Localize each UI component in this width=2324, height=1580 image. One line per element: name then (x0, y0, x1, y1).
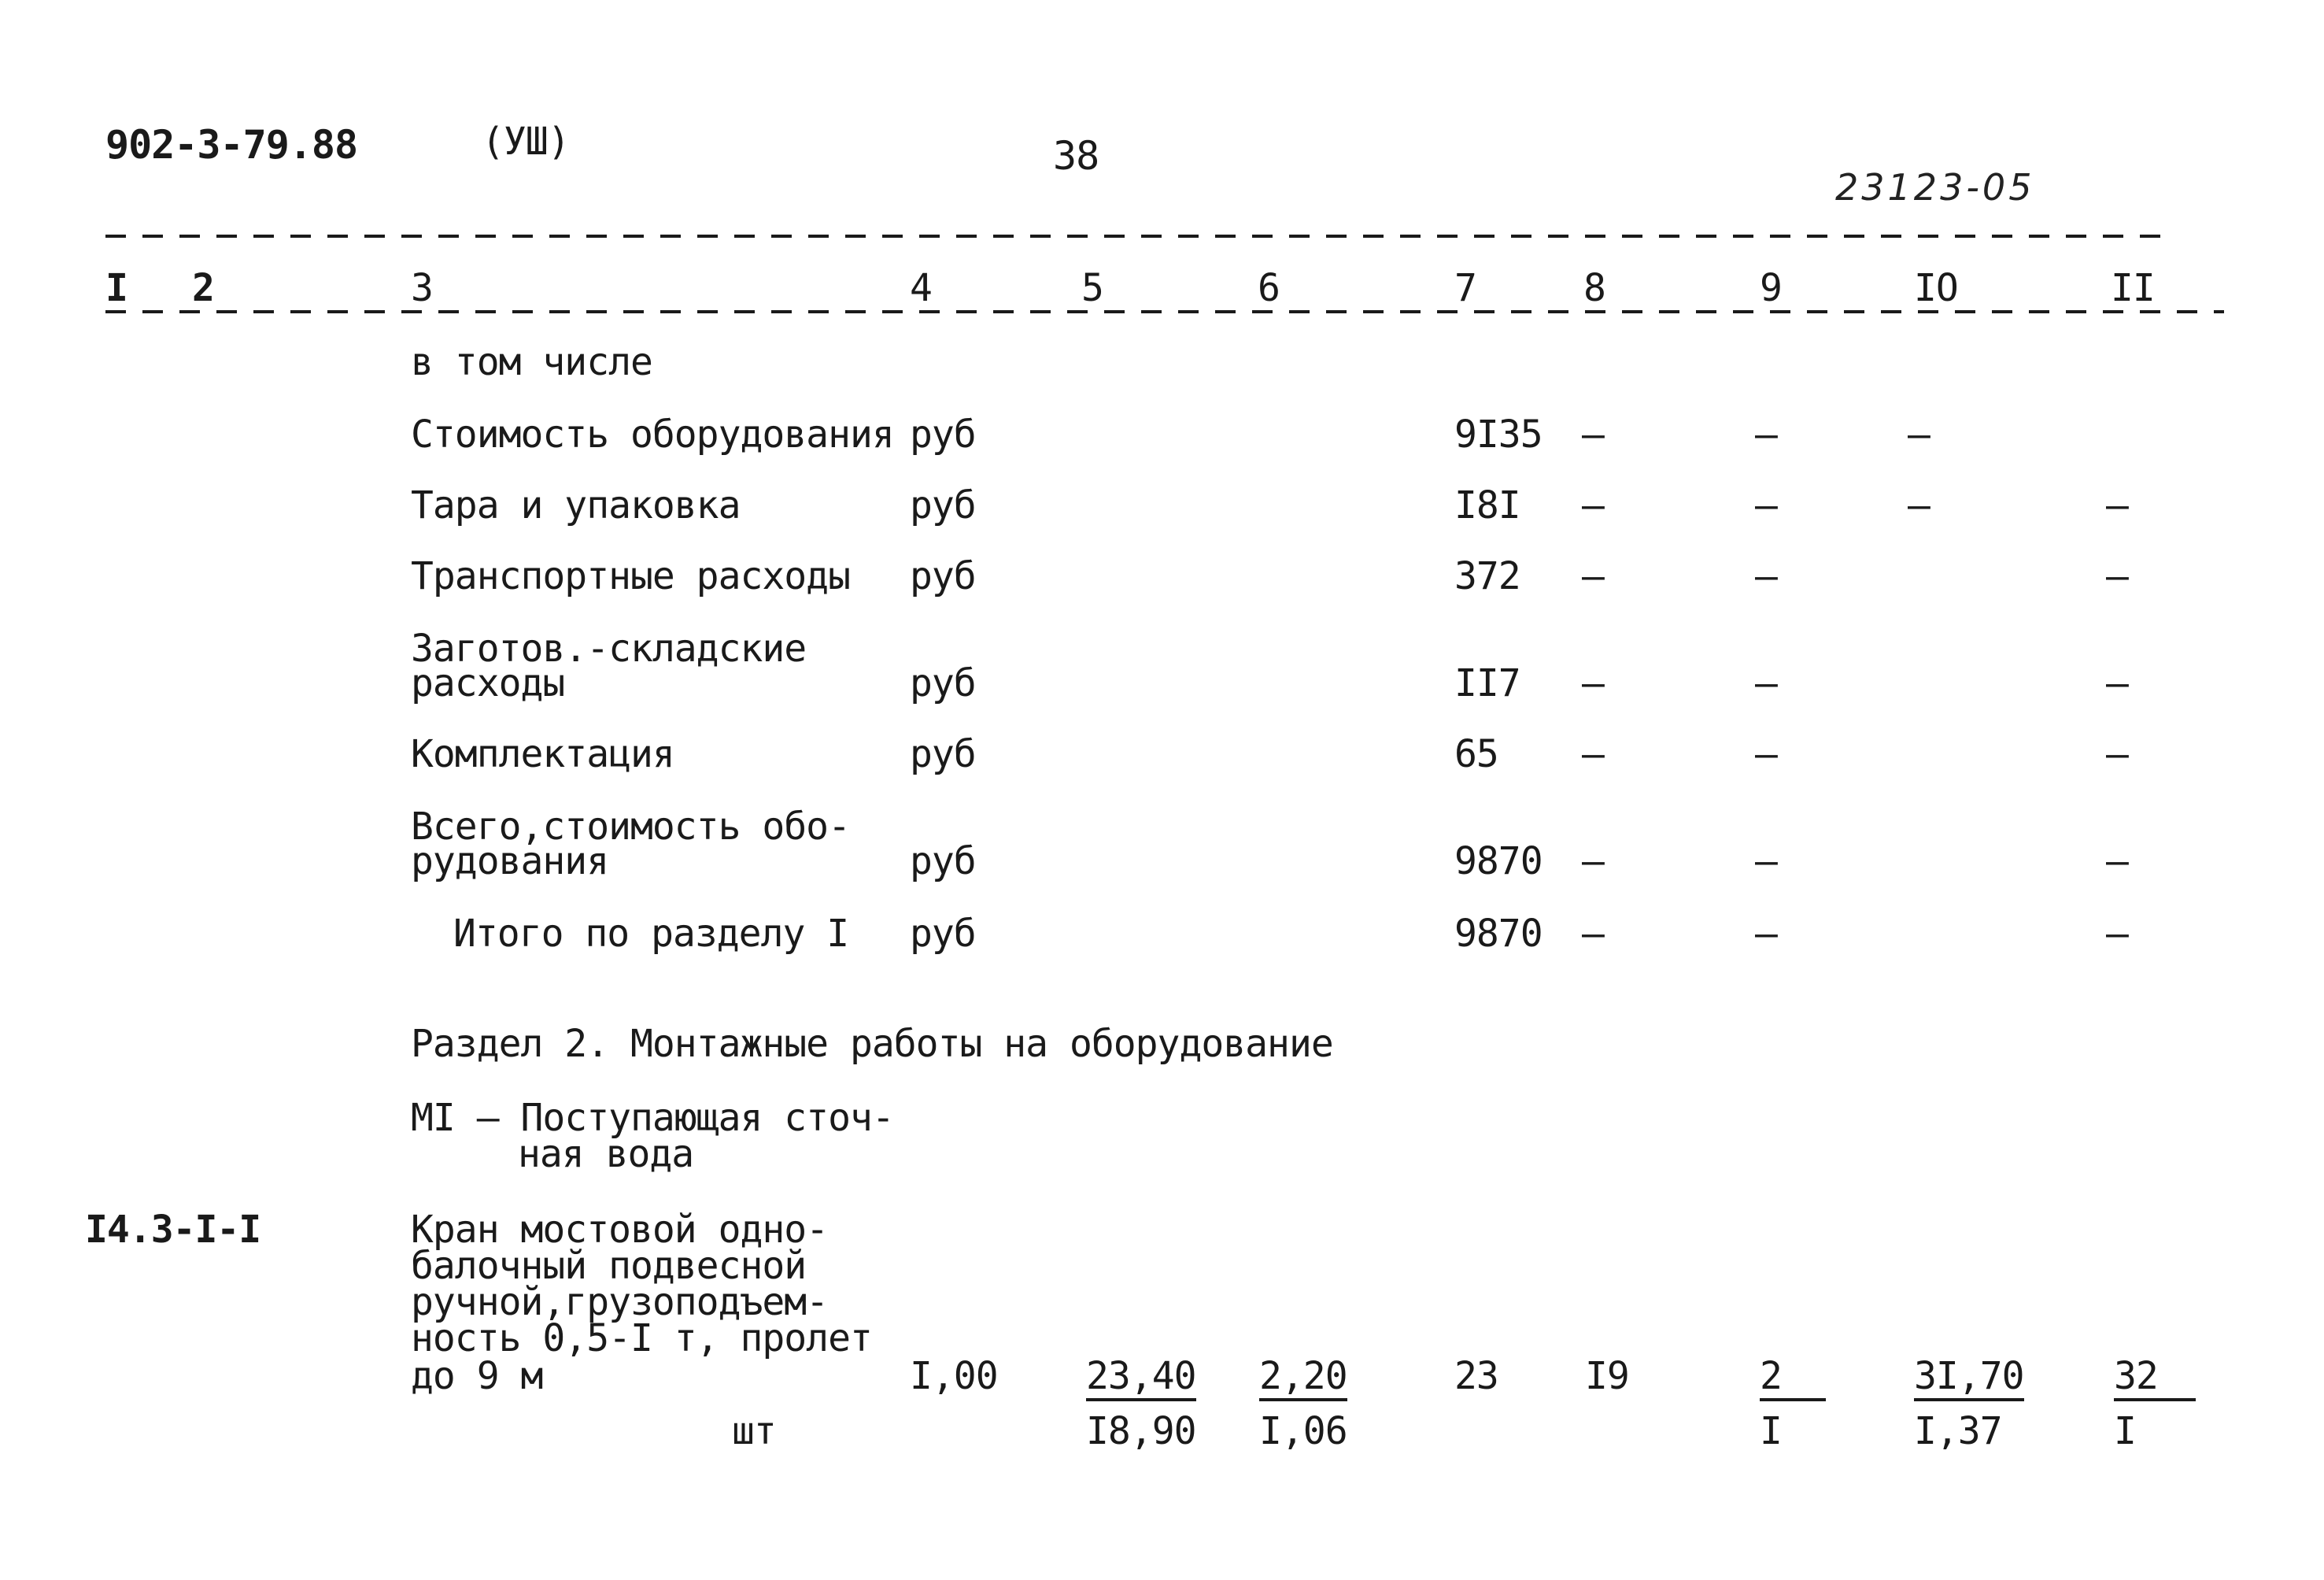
row-unit: руб (910, 661, 976, 705)
row-col9: – (1755, 912, 1777, 956)
row-col11: – (2106, 661, 2128, 705)
col-number-4: 4 (910, 266, 932, 310)
row-col8: – (1582, 839, 1604, 883)
item-col11-bottom: I (2114, 1409, 2136, 1453)
item-col5-bottom: I8,90 (1086, 1409, 1196, 1453)
row-col9: – (1755, 413, 1777, 457)
row-unit: руб (910, 483, 976, 527)
item-col6-bottom: I,06 (1259, 1409, 1347, 1453)
row-unit: руб (910, 839, 976, 883)
item-name-line: Кран мостовой одно- (411, 1208, 829, 1252)
item-name-line: ручной,грузоподъем- (411, 1280, 829, 1324)
col-number-3: 3 (411, 266, 433, 310)
section2-title: Раздел 2. Монтажные работы на оборудование (411, 1022, 1333, 1066)
row-unit: руб (910, 413, 976, 457)
row-col8: – (1582, 413, 1604, 457)
row-col11: – (2106, 732, 2128, 776)
item-col8: I9 (1585, 1354, 1629, 1398)
col-number-2: 2 (192, 266, 214, 310)
col-number-11: II (2111, 266, 2155, 310)
col-number-9: 9 (1760, 266, 1782, 310)
row-col10: – (1908, 413, 1930, 457)
col-number-6: 6 (1258, 266, 1280, 310)
col-number-10: IO (1914, 266, 1958, 310)
item-code: I4.3-I-I (85, 1208, 261, 1252)
row-col11: – (2106, 839, 2128, 883)
item-name-line: до 9 м (411, 1354, 543, 1398)
row-name-continued: рудования (411, 839, 609, 883)
row-col9: – (1755, 554, 1777, 598)
row-unit: руб (910, 554, 976, 598)
item-col5-top: 23,40 (1086, 1356, 1196, 1401)
row-name: Стоимость оборудования (411, 413, 894, 457)
item-name-line: балочный подвесной (411, 1244, 807, 1288)
row-col9: – (1755, 483, 1777, 527)
row-col7: 65 (1454, 732, 1498, 776)
item-name-line: ность 0,5-I т, пролет (411, 1316, 872, 1360)
page-number: 38 (1053, 133, 1099, 179)
row-col8: – (1582, 483, 1604, 527)
col-number-7: 7 (1454, 266, 1476, 310)
row-col9: – (1755, 839, 1777, 883)
row-col7: 9I35 (1454, 413, 1543, 457)
item-col4: I,00 (910, 1354, 998, 1398)
col-number-8: 8 (1583, 266, 1605, 310)
item-col9-top: 2 (1760, 1356, 1826, 1401)
row-col7: I8I (1454, 483, 1520, 527)
row-name-continued: расходы (411, 661, 565, 705)
row-col8: – (1582, 661, 1604, 705)
item-col10-bottom: I,37 (1914, 1409, 2002, 1453)
row-col7: 9870 (1454, 912, 1543, 956)
item-col7: 23 (1454, 1354, 1498, 1398)
col-number-5: 5 (1081, 266, 1103, 310)
handwritten-code: 23123-05 (1835, 166, 2035, 209)
row-col9: – (1755, 661, 1777, 705)
item-col11-top: 32 (2114, 1356, 2196, 1401)
row-col7: II7 (1454, 661, 1520, 705)
row-name: Транспортные расходы (411, 554, 850, 598)
section2-subtitle-continued: ная вода (518, 1132, 694, 1176)
row-col8: – (1582, 554, 1604, 598)
row-col9: – (1755, 732, 1777, 776)
row-col7: 372 (1454, 554, 1520, 598)
row-name: Итого по разделу I (453, 912, 849, 956)
row-col8: – (1582, 912, 1604, 956)
item-col6-top: 2,20 (1259, 1356, 1347, 1401)
section1-intro: в том числе (411, 340, 652, 384)
top-dashed-rule (105, 235, 2175, 238)
item-unit: шт (732, 1409, 776, 1453)
row-col7: 9870 (1454, 839, 1543, 883)
col-number-1: I (105, 266, 127, 310)
row-name: Заготов.-складские (411, 627, 807, 671)
row-unit: руб (910, 732, 976, 776)
item-col9-bottom: I (1760, 1409, 1782, 1453)
row-name: Комплектация (411, 732, 674, 776)
document-code: 902-3-79.88 (105, 122, 358, 168)
volume-label: (УШ) (482, 120, 570, 164)
column-numbers-rule (105, 310, 2224, 313)
row-col8: – (1582, 732, 1604, 776)
item-col10-top: 3I,70 (1914, 1356, 2024, 1401)
row-col11: – (2106, 554, 2128, 598)
row-col10: – (1908, 483, 1930, 527)
row-name: Тара и упаковка (411, 483, 741, 527)
row-col11: – (2106, 483, 2128, 527)
row-name: Всего,стоимость обо- (411, 805, 850, 849)
row-col11: – (2106, 912, 2128, 956)
row-unit: руб (910, 912, 976, 956)
section2-subtitle: MI – Поступающая сточ- (411, 1096, 894, 1140)
